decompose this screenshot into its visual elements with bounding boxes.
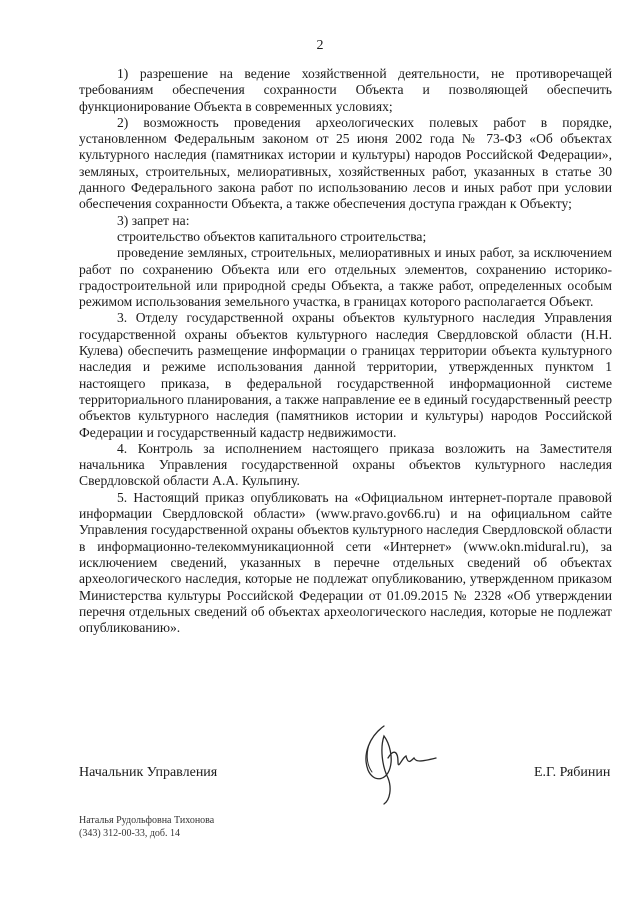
paragraph-1-3: 3) запрет на: (117, 212, 190, 228)
executor-name: Наталья Рудольфовна Тихонова (79, 815, 215, 826)
paragraph-4: 4. Контроль за исполнением настоящего приказа возложить на Заместителя начальника Управления государственной охраны объектов культурного наследия Свердловской области А.А. Кульпину. (79, 440, 612, 489)
signer-position: Начальник Управления (79, 765, 218, 780)
paragraph-prohibition-works: проведение земляных, строительных, мелиоративных и иных работ, за исключением работ по сохранению Объекта или его отдельных элементов, сохранению историко-градостроительной или природной среды Объекта, а также работ, определенных особым режимом использования земельного участка, в границах которого располагается Объект. (79, 245, 612, 310)
executor-info (79, 814, 214, 840)
paragraph-3: 3. Отделу государственной охраны объектов культурного наследия Управления государственной охраны объектов культурного наследия Свердловской области (Н.Н. Кулева) обеспечить размещение информации о границах территории объекта культурного наследия и режиме использования данной территории, утвержденных пунктом 1 настоящего приказа, в федеральной государственной информационной системе территориального планирования, а также направление ее в единый государственный реестр объектов культурного наследия (памятников истории и культуры) народов Российской Федерации и государственный кадастр недвижимости. (79, 310, 612, 440)
paragraph-1-2: 2) возможность проведения археологических полевых работ в порядке, установленном Федеральным законом от 25 июня 2002 года № 73-ФЗ «Об объектах культурного наследия (памятниках истории и культуры) народов Российской Федерации», земляных, строительных, мелиоративных, хозяйственных работ, указанных в статье 30 данного Федерального закона работ по использованию лесов и иных работ при условии обеспечения сохранности Объекта, а также обеспечения доступа граждан к Объекту; (79, 114, 612, 212)
executor-phone: (343) 312-00-33, доб. 14 (79, 828, 180, 839)
document-body (79, 66, 612, 636)
paragraph-1-1: 1) разрешение на ведение хозяйственной деятельности, не противоречащей требованиям обеспечения сохранности Объекта и позволяющей обеспечить функционирование Объекта в современных условиях; (79, 66, 612, 114)
page-number: 2 (316, 38, 324, 53)
signer-name: Е.Г. Рябинин (534, 765, 611, 780)
paragraph-prohibition-construction: строительство объектов капитального строительства; (117, 228, 427, 244)
paragraph-5: 5. Настоящий приказ опубликовать на «Официальном интернет-портале правовой информации Свердловской области» (www.pravo.gov66.ru) и на официальном сайте Управления государственной охраны объектов культурного наследия Свердловской области в информационно-телекоммуникационной сети «Интернет» (www.okn.midural.ru), за исключением сведений, указанных в перечне отдельных сведений об объектах археологического наследия, которые не подлежат опубликованию, утвержденном приказом Министерства культуры Российской Федерации от 01.09.2015 № 2328 «Об утверждении перечня отдельных сведений об объектах археологического наследия, которые не подлежат опубликованию». (79, 489, 612, 636)
handwritten-signature (340, 718, 460, 808)
